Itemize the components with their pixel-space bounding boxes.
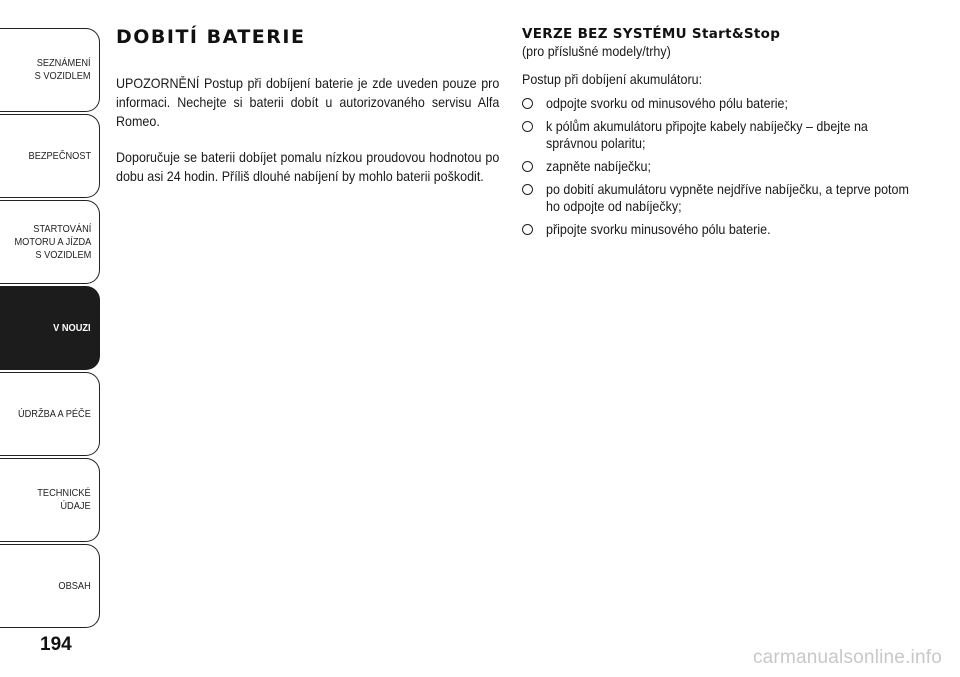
list-item bbox=[522, 95, 912, 112]
tab-seznameni[interactable] bbox=[0, 28, 100, 112]
procedure-intro: Postup při dobíjení akumulátoru: bbox=[522, 72, 703, 87]
circle-bullet-icon bbox=[522, 184, 533, 195]
tab-label: STARTOVÁNÍ MOTORU A JÍZDA S VOZIDLEM bbox=[14, 222, 91, 261]
circle-bullet-icon bbox=[522, 98, 533, 109]
subsection-heading: VERZE BEZ SYSTÉMU Start&Stop bbox=[522, 26, 781, 42]
list-item bbox=[522, 158, 912, 175]
circle-bullet-icon bbox=[522, 161, 533, 172]
tab-udrzba[interactable] bbox=[0, 372, 100, 456]
tab-label: OBSAH bbox=[58, 579, 91, 592]
left-column bbox=[116, 26, 500, 203]
page-number: 194 bbox=[40, 634, 72, 655]
section-title: DOBITÍ BATERIE bbox=[116, 26, 306, 48]
list-item bbox=[522, 181, 912, 215]
step-text: k pólům akumulátoru připojte kabely nabíječky – dbejte na správnou polaritu; bbox=[546, 119, 868, 151]
list-item bbox=[522, 118, 912, 152]
tab-label: TECHNICKÉ ÚDAJE bbox=[37, 487, 91, 512]
step-text: po dobití akumulátoru vypněte nejdříve nabíječku, a teprve potom ho odpojte od nabíječky; bbox=[546, 182, 909, 214]
step-text: zapněte nabíječku; bbox=[546, 159, 651, 174]
list-item bbox=[522, 221, 912, 238]
tab-startovani[interactable] bbox=[0, 200, 100, 284]
watermark: carmanualsonline.info bbox=[752, 647, 942, 668]
tab-obsah[interactable] bbox=[0, 544, 100, 628]
circle-bullet-icon bbox=[522, 224, 533, 235]
tab-label: ÚDRŽBA A PÉČE bbox=[18, 407, 91, 420]
recommendation-paragraph: Doporučuje se baterii dobíjet pomalu nízkou proudovou hodnotou po dobu asi 24 hodin. Příliš dlouhé nabíjení by mohlo baterii poškodit. bbox=[116, 150, 500, 184]
step-text: odpojte svorku od minusového pólu baterie; bbox=[546, 96, 788, 111]
warning-paragraph: UPOZORNĚNÍ Postup při dobíjení baterie je zde uveden pouze pro informaci. Nechejte si baterii dobít u autorizovaného servisu Alfa Romeo. bbox=[116, 76, 500, 129]
tab-label: BEZPEČNOST bbox=[28, 149, 91, 162]
tab-label: V NOUZI bbox=[53, 321, 91, 334]
tab-v-nouzi[interactable] bbox=[0, 286, 100, 370]
circle-bullet-icon bbox=[522, 121, 533, 132]
step-text: připojte svorku minusového pólu baterie. bbox=[546, 222, 771, 237]
tab-bezpecnost[interactable] bbox=[0, 114, 100, 198]
right-column bbox=[522, 26, 912, 244]
tab-label: SEZNÁMENÍ S VOZIDLEM bbox=[35, 57, 91, 82]
subsection-note: (pro příslušné modely/trhy) bbox=[522, 44, 671, 59]
procedure-steps bbox=[522, 95, 912, 238]
tab-technicke-udaje[interactable] bbox=[0, 458, 100, 542]
